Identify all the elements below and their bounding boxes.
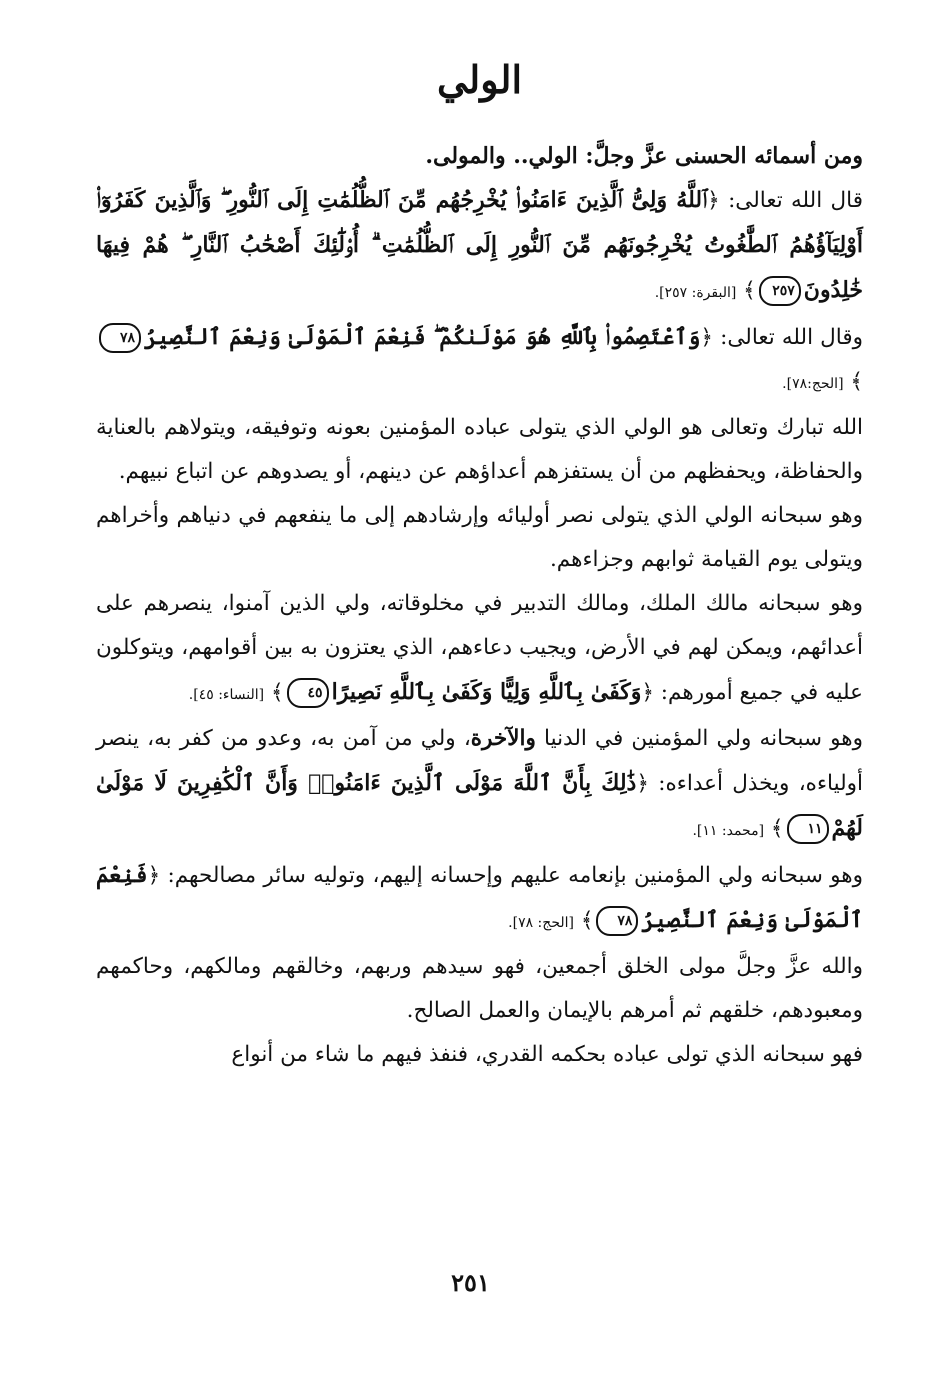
- intro-paragraph: ومن أسمائه الحسنى عزَّ وجلَّ: الولي.. والمولى.: [425, 143, 863, 169]
- paragraph-text: وهو سبحانه ولي المؤمنين بإنعامه عليهم وإحسانه إليهم، وتوليه سائر مصالحهم:: [160, 863, 863, 888]
- emphasized-word: والآخرة: [470, 726, 536, 751]
- verse-reference: [الحج:٧٨].: [782, 376, 844, 392]
- paragraph-text: وهو سبحانه ولي المؤمنين في الدنيا: [535, 726, 864, 751]
- paragraph-text: ، ولي من آمن به، وعدو من كفر به، ينصر أولياءه، ويخذل أعداءه:: [96, 726, 863, 796]
- verse-close-bracket: ﴾: [770, 816, 784, 841]
- page-title: الولي: [436, 57, 523, 102]
- paragraph-text: وهو سبحانه مالك الملك، ومالك التدبير في مخلوقاته، ولي الذين آمنوا، ينصرهم على أعدائهم، ويمكن لهم في الأرض، ويجيب دعاءهم، الذي يعتزون به بين أقوامهم، ويتوكلون عليه في جميع أمورهم:: [96, 591, 863, 705]
- ayah-number-badge: ٧٨: [596, 906, 638, 936]
- verse-close-bracket: ﴾: [270, 680, 284, 705]
- quran-verse: وَكَفَىٰ بِٱللَّهِ وَلِيًّا وَكَفَىٰ بِٱللَّهِ نَصِيرًا: [331, 679, 642, 705]
- quran-verse: وَٱعْتَصِمُوا۟ بِٱللَّهِ هُوَ مَوْلَىٰكُمْ ۖ فَنِعْمَ ٱلْمَوْلَىٰ وَنِعْمَ ٱلنَّصِيرُ: [144, 324, 701, 350]
- ayah-number-badge: ٢٥٧: [759, 276, 801, 306]
- verse-open-bracket: ﴿: [707, 188, 720, 213]
- verse-open-bracket: ﴿: [700, 325, 713, 350]
- quran-verse: فَنِعْمَ ٱلْمَوْلَىٰ وَنِعْمَ ٱلنَّصِيرُ: [96, 862, 863, 933]
- ayah-number-badge: ٧٨: [99, 323, 141, 353]
- page-body: [96, 52, 863, 1077]
- quote-lead: وقال الله تعالى:: [712, 325, 863, 350]
- ayah-number-badge: ١١: [787, 814, 829, 844]
- quote-lead: قال الله تعالى:: [719, 188, 863, 213]
- paragraph-nisa-quote: [96, 582, 863, 717]
- verse-open-bracket: ﴿: [147, 863, 161, 888]
- verse-close-bracket: ﴾: [850, 369, 863, 394]
- quran-verse: ٱللَّهُ وَلِىُّ ٱلَّذِينَ ءَامَنُوا۟ يُخْرِجُهُم مِّنَ ٱلظُّلُمَٰتِ إِلَى ٱلنُّورِ ۖ وَٱلَّذِينَ كَفَرُوٓا۟ أَوْلِيَآؤُهُمُ ٱلطَّٰغُوتُ يُخْرِجُونَهُم مِّنَ ٱلنُّورِ إِلَى ٱلظُّلُمَٰتِ ۗ أُو۟لَٰٓئِكَ أَصْحَٰبُ ٱلنَّارِ ۖ هُمْ فِيهَا خَٰلِدُونَ: [96, 187, 863, 303]
- body-paragraph: وهو سبحانه الولي الذي يتولى نصر أوليائه وإرشادهم إلى ما ينفعهم في دنياهم وأخراهم ويتولى يوم القيامة ثوابهم وجزاءهم.: [96, 503, 863, 572]
- page-number: ٢٥١: [451, 1268, 490, 1297]
- body-paragraph: والله عزَّ وجلَّ مولى الخلق أجمعين، فهو سيدهم وربهم، وخالقهم ومالكهم، وحاكمهم ومعبودهم، خلقهم ثم أمرهم بالإيمان والعمل الصالح.: [96, 954, 863, 1023]
- verse-reference: [البقرة: ٢٥٧].: [654, 285, 737, 301]
- paragraph-baqarah-quote: [96, 178, 863, 315]
- verse-close-bracket: ﴾: [580, 908, 594, 933]
- quran-verse: ذَٰلِكَ بِأَنَّ ٱللَّهَ مَوْلَى ٱلَّذِينَ ءَامَنُوا۟ وَأَنَّ ٱلْكَٰفِرِينَ لَا مَوْلَىٰ لَهُمْ: [96, 770, 863, 841]
- paragraph-hajj-quote: [96, 315, 863, 406]
- verse-close-bracket: ﴾: [743, 278, 756, 303]
- paragraph-muhammad-quote: [96, 717, 863, 853]
- body-paragraph: الله تبارك وتعالى هو الولي الذي يتولى عباده المؤمنين بعونه وتوفيقه، ويتولاهم بالعناية والحفاظة، ويحفظهم من أن يستفزهم أعداؤهم عن دينهم، أو يصدوهم عن اتباع نبيهم.: [96, 415, 863, 484]
- verse-open-bracket: ﴿: [636, 771, 649, 796]
- ayah-number-badge: ٤٥: [287, 678, 329, 708]
- verse-reference: [النساء: ٤٥].: [188, 687, 265, 703]
- paragraph-hajj-quote-2: [96, 853, 863, 945]
- body-paragraph: فهو سبحانه الذي تولى عباده بحكمه القدري، فنفذ فيهم ما شاء من أنواع: [231, 1042, 863, 1067]
- verse-reference: [الحج: ٧٨].: [508, 915, 574, 931]
- verse-reference: [محمد: ١١].: [692, 823, 765, 839]
- verse-open-bracket: ﴿: [641, 680, 654, 705]
